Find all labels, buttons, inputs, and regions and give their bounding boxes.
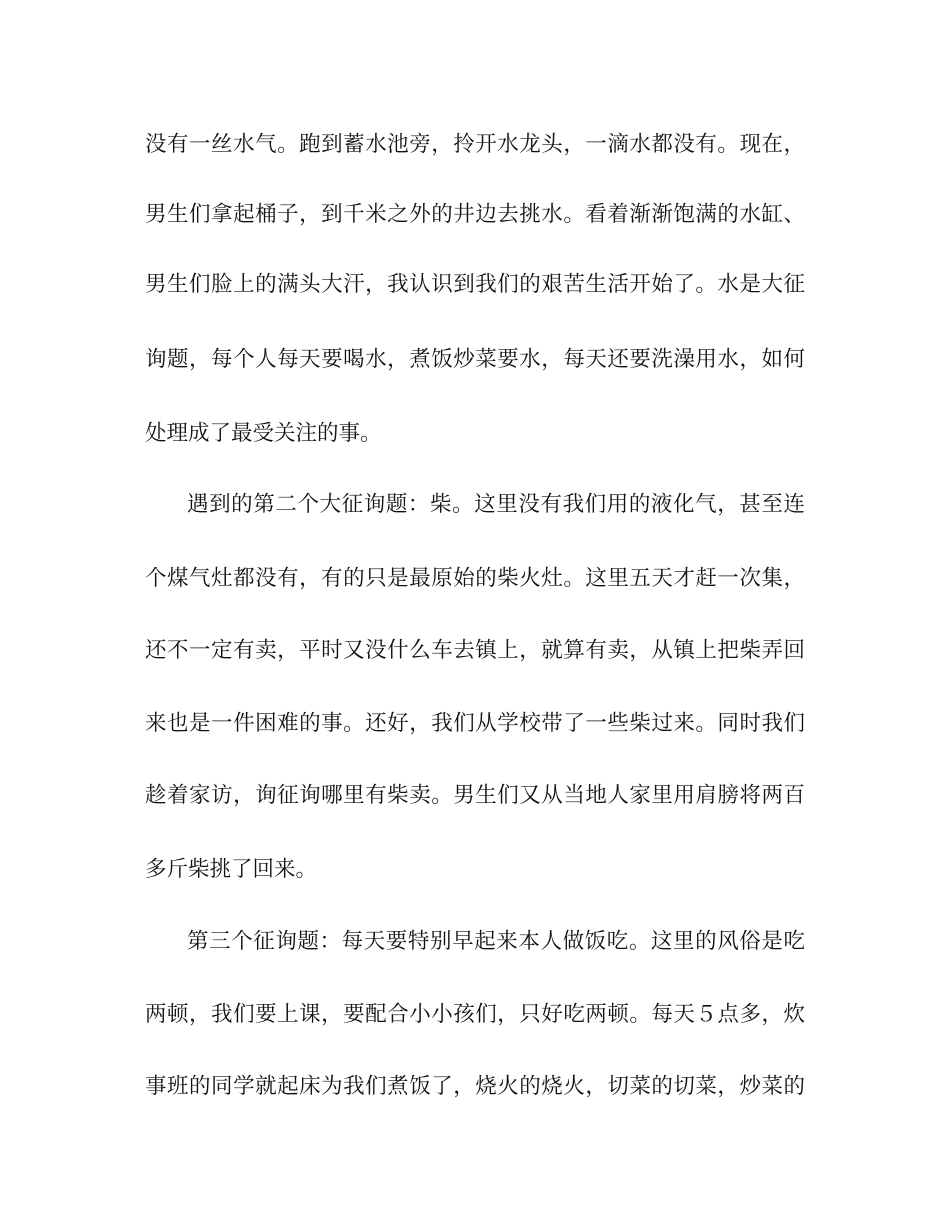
text-line: 男生们拿起桶子，到千米之外的井边去挑水。看着渐渐饱满的水缸、 xyxy=(145,202,805,227)
text-line: 多斤柴挑了回来。 xyxy=(145,857,318,882)
text-line: 个煤气灶都没有，有的只是最原始的柴火灶。这里五天才赶一次集， xyxy=(145,566,805,591)
text-line: 男生们脸上的满头大汗，我认识到我们的艰苦生活开始了。水是大征 xyxy=(145,272,805,297)
text-line: 事班的同学就起床为我们煮饭了，烧火的烧火，切菜的切菜，炒菜的 xyxy=(145,1074,805,1099)
paragraph-first-line: 遇到的第二个大征询题：柴。这里没有我们用的液化气，甚至连 xyxy=(187,492,805,517)
paragraph-first-line: 第三个征询题：每天要特别早起来本人做饭吃。这里的风俗是吃 xyxy=(187,929,805,954)
text-line: 询题，每个人每天要喝水，煮饭炒菜要水，每天还要洗澡用水，如何 xyxy=(145,347,805,372)
text-line: 两顿，我们要上课，要配合小小孩们，只好吃两顿。每天５点多，炊 xyxy=(145,1002,805,1027)
text-line: 来也是一件困难的事。还好，我们从学校带了一些柴过来。同时我们 xyxy=(145,711,805,736)
text-line: 还不一定有卖，平时又没什么车去镇上，就算有卖，从镇上把柴弄回 xyxy=(145,638,805,663)
text-line: 趁着家访，询征询哪里有柴卖。男生们又从当地人家里用肩膀将两百 xyxy=(145,783,805,808)
text-line: 处理成了最受关注的事。 xyxy=(145,421,382,446)
text-line: 没有一丝水气。跑到蓄水池旁，拎开水龙头，一滴水都没有。现在， xyxy=(145,132,805,157)
